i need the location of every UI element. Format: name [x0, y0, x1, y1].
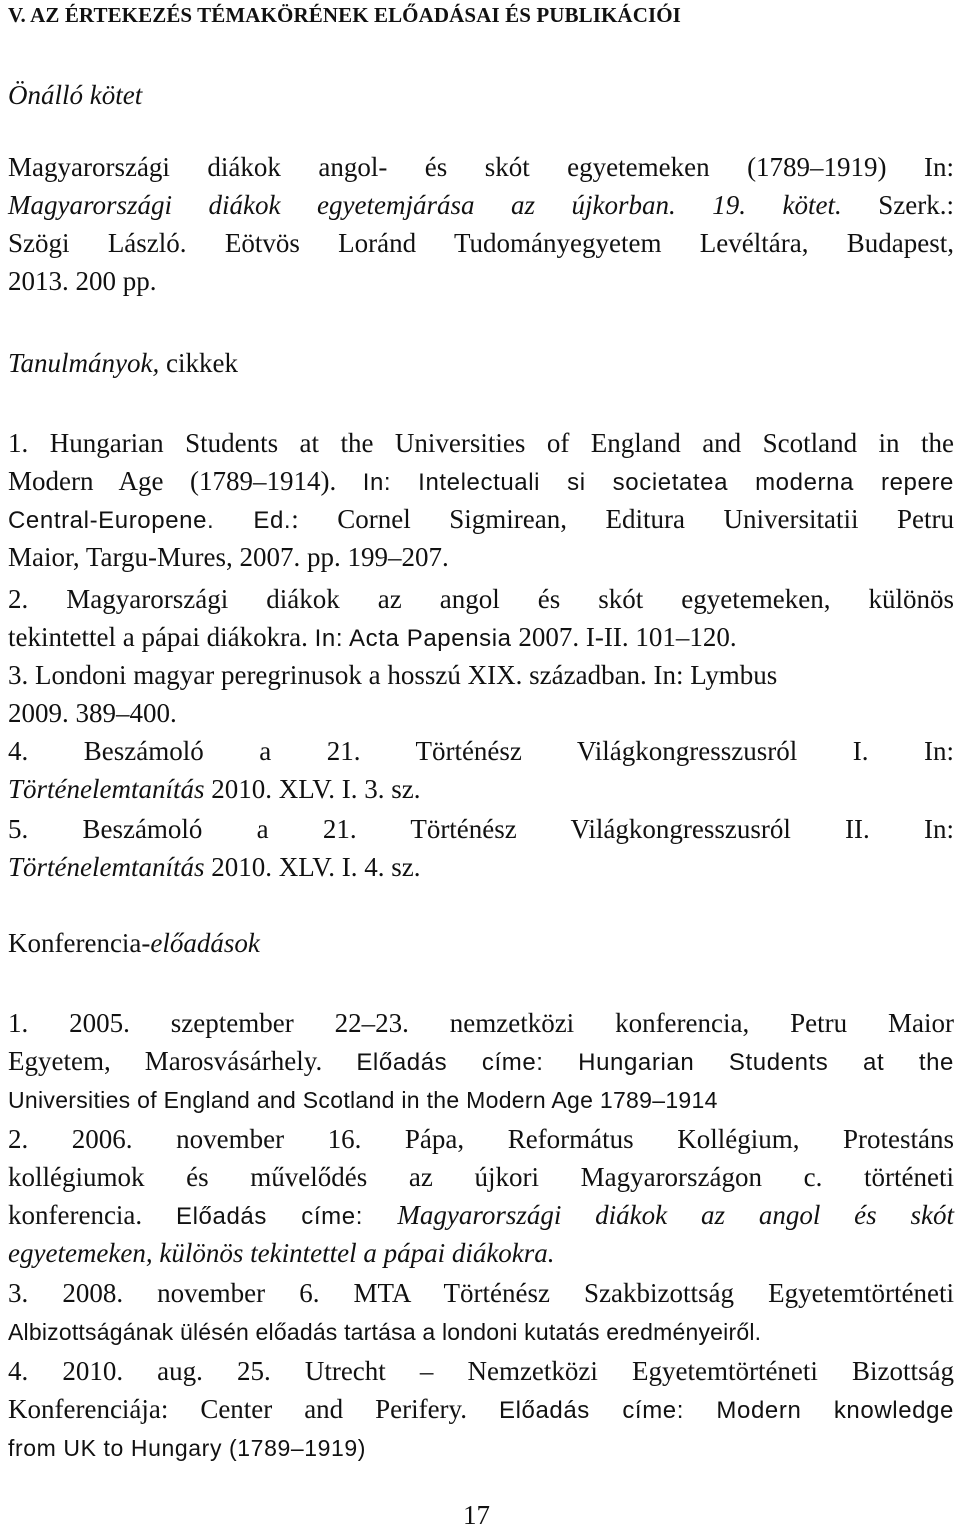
monograph-line: Szögi László. Eötvös Loránd Tudományegyetem Levéltára, Budapest,: [8, 228, 954, 258]
study-line: Central-Europene. Ed.: Cornel Sigmirean, Editura Universitatii Petru: [8, 504, 954, 534]
monograph-line: Magyarországi diákok angol- és skót egyetemeken (1789–1919) In:: [8, 152, 954, 182]
study-line: Történelemtanítás 2010. XLV. I. 3. sz.: [8, 774, 421, 804]
conference-line: Universities of England and Scotland in the Modern Age 1789–1914: [8, 1087, 718, 1113]
conference-line: Egyetem, Marosvásárhely. Előadás címe: Hungarian Students at the: [8, 1046, 954, 1076]
chapter-heading: V. AZ ÉRTEKEZÉS TÉMAKÖRÉNEK ELŐADÁSAI ÉS PUBLIKÁCIÓI: [8, 3, 681, 27]
studies-section-label: Tanulmányok, cikkek: [8, 348, 238, 378]
conference-line: egyetemeken, különös tekintettel a pápai diákokra.: [8, 1238, 555, 1268]
conference-line: kollégiumok és művelődés az újkori Magyarországon c. történeti: [8, 1162, 954, 1192]
study-line: tekintettel a pápai diákokra. In: Acta Papensia 2007. I-II. 101–120.: [8, 622, 737, 652]
study-line: 3. Londoni magyar peregrinusok a hosszú XIX. században. In: Lymbus: [8, 660, 778, 690]
conference-line: 1. 2005. szeptember 22–23. nemzetközi konferencia, Petru Maior: [8, 1008, 954, 1038]
conference-line: konferencia. Előadás címe: Magyarországi diákok az angol és skót: [8, 1200, 954, 1230]
page-number: 17: [463, 1500, 490, 1530]
conference-line: Konferenciája: Center and Perifery. Előadás címe: Modern knowledge: [8, 1394, 954, 1424]
monograph-line: 2013. 200 pp.: [8, 266, 157, 296]
study-line: 5. Beszámoló a 21. Történész Világkongresszusról II. In:: [8, 814, 954, 844]
conference-line: 4. 2010. aug. 25. Utrecht – Nemzetközi Egyetemtörténeti Bizottság: [8, 1356, 954, 1386]
study-line: Modern Age (1789–1914). In: Intelectuali si societatea moderna repere: [8, 466, 954, 496]
study-line: 4. Beszámoló a 21. Történész Világkongresszusról I. In:: [8, 736, 954, 766]
conference-line: 3. 2008. november 6. MTA Történész Szakbizottság Egyetemtörténeti: [8, 1278, 954, 1308]
monograph-section-label: Önálló kötet: [8, 80, 143, 110]
conference-line: Albizottságának ülésén előadás tartása a londoni kutatás eredményeiről.: [8, 1319, 762, 1345]
study-line: Történelemtanítás 2010. XLV. I. 4. sz.: [8, 852, 421, 882]
study-line: Maior, Targu-Mures, 2007. pp. 199–207.: [8, 542, 449, 572]
study-line: 2. Magyarországi diákok az angol és skót egyetemeken, különös: [8, 584, 954, 614]
conference-line: from UK to Hungary (1789–1919): [8, 1435, 367, 1461]
study-line: 2009. 389–400.: [8, 698, 177, 728]
monograph-line: Magyarországi diákok egyetemjárása az újkorban. 19. kötet. Szerk.:: [8, 190, 954, 220]
study-line: 1. Hungarian Students at the Universities of England and Scotland in the: [8, 428, 954, 458]
conference-section-label: Konferencia-előadások: [8, 928, 260, 958]
conference-line: 2. 2006. november 16. Pápa, Református Kollégium, Protestáns: [8, 1124, 954, 1154]
